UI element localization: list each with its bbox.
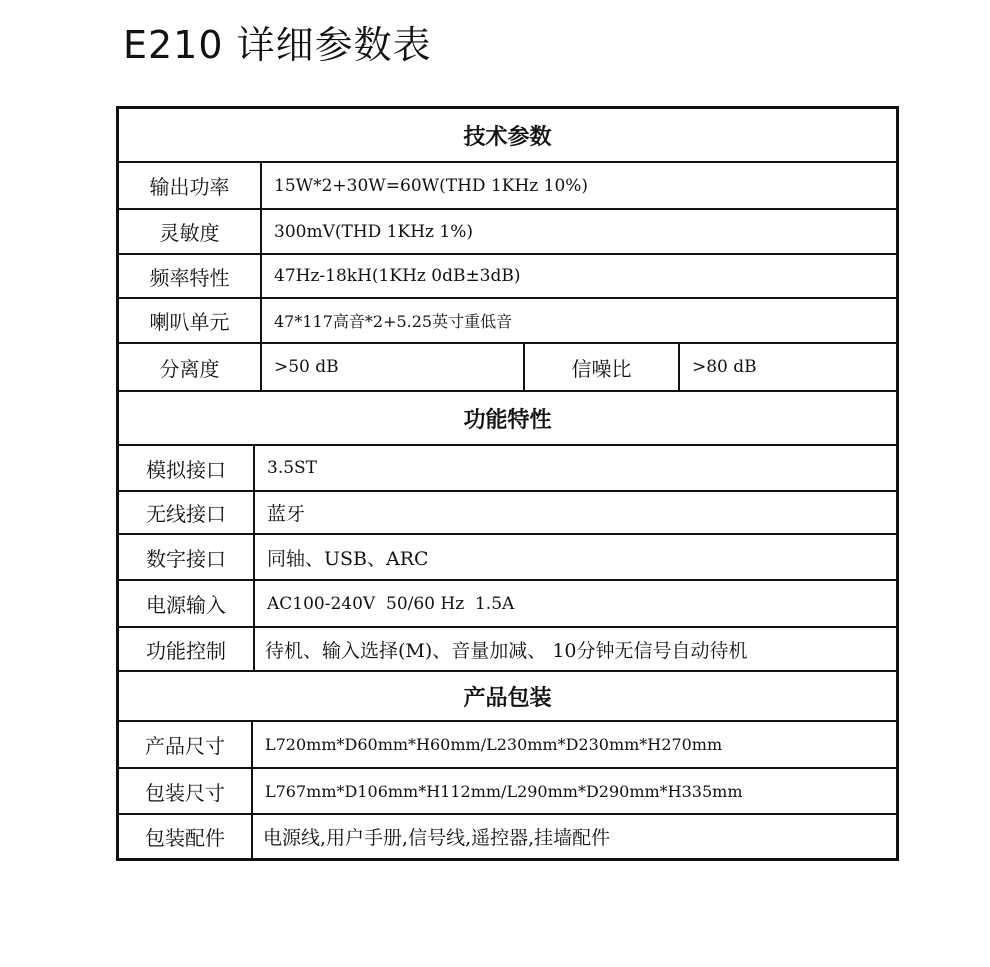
row-value: L720mm*D60mm*H60mm/L230mm*D230mm*H270mm [265, 735, 723, 754]
section-header-features: 功能特性 [119, 390, 896, 444]
table-row [119, 208, 896, 253]
row-value: L767mm*D106mm*H112mm/L290mm*D290mm*H335mm [265, 781, 743, 801]
row-label: 包装配件 [119, 815, 253, 858]
row-value: 同轴、USB、ARC [267, 547, 429, 570]
table-row [119, 297, 896, 342]
row-label: 输出功率 [119, 163, 262, 208]
table-row [119, 533, 896, 579]
table-row [119, 720, 896, 767]
snr-label: 信噪比 [523, 344, 680, 390]
row-value: 300mV(THD 1KHz 1%) [274, 221, 473, 242]
row-label: 电源输入 [119, 581, 255, 626]
table-row-separation [119, 342, 896, 390]
row-value: 电源线,用户手册,信号线,遥控器,挂墙配件 [263, 827, 611, 849]
spec-table [116, 106, 899, 861]
table-row [119, 444, 896, 490]
table-row [119, 579, 896, 626]
table-row [119, 490, 896, 533]
row-value: 蓝牙 [267, 503, 306, 525]
separation-value: >50 dB [274, 357, 339, 377]
table-row [119, 253, 896, 297]
row-label: 包装尺寸 [119, 769, 253, 813]
page-title: E210 详细参数表 [123, 23, 432, 67]
row-label: 功能控制 [119, 628, 255, 670]
row-label: 频率特性 [119, 255, 262, 297]
row-value: AC100-240V 50/60 Hz 1.5A [267, 593, 515, 614]
section-header-packaging: 产品包装 [119, 670, 896, 720]
table-row [119, 626, 896, 670]
section-header-tech: 技术参数 [463, 124, 552, 150]
snr-value: >80 dB [692, 357, 757, 377]
row-label: 数字接口 [119, 535, 255, 579]
row-label: 喇叭单元 [119, 299, 262, 342]
row-label: 灵敏度 [119, 210, 262, 253]
table-row [119, 767, 896, 813]
row-label: 模拟接口 [119, 446, 255, 490]
row-value: 待机、输入选择(M)、音量加减、 10分钟无信号自动待机 [265, 639, 748, 662]
row-label: 产品尺寸 [119, 722, 253, 767]
row-value: 3.5ST [267, 458, 318, 478]
row-label: 无线接口 [119, 492, 255, 533]
table-row [119, 813, 896, 858]
separation-label: 分离度 [119, 344, 262, 390]
row-value: 47*117高音*2+5.25英寸重低音 [274, 312, 513, 331]
row-value: 15W*2+30W=60W(THD 1KHz 10%) [274, 175, 589, 196]
row-value: 47Hz-18kH(1KHz 0dB±3dB) [274, 266, 521, 286]
table-row [119, 161, 896, 208]
